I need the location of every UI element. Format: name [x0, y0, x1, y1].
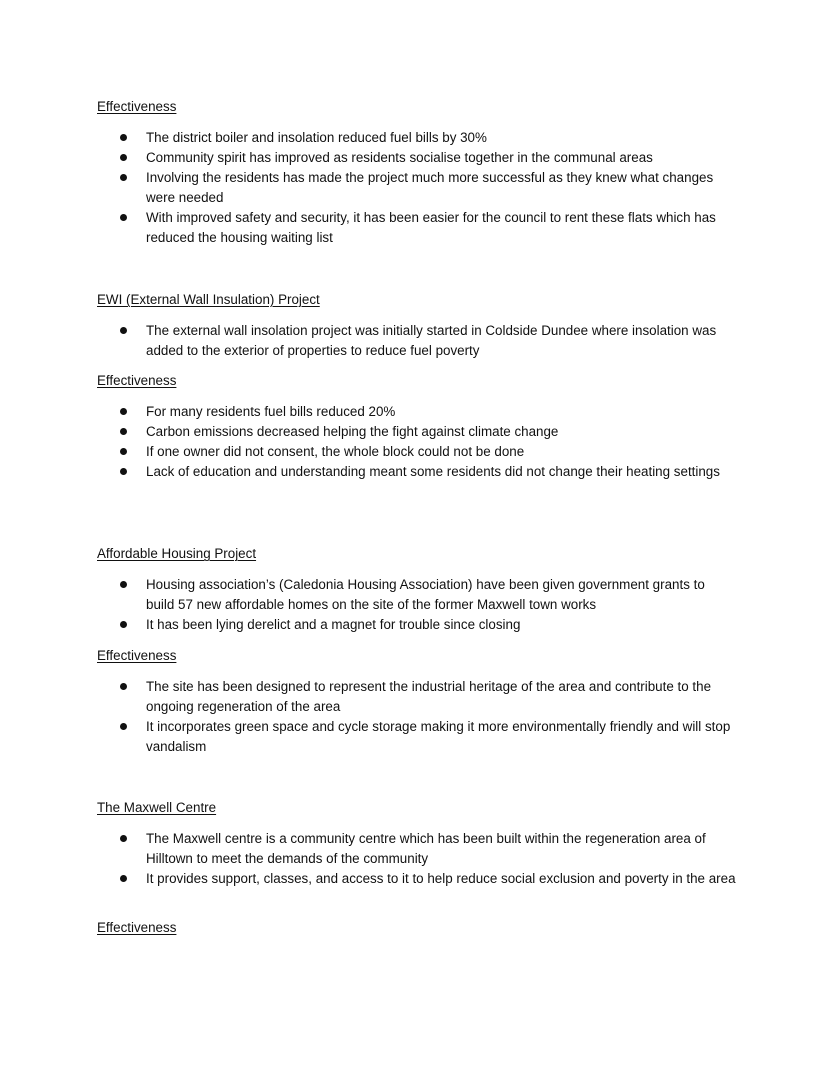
bullet-icon	[120, 408, 127, 415]
bullet-icon	[120, 448, 127, 455]
bullet-icon	[120, 875, 127, 882]
bullet-icon	[120, 683, 127, 690]
bullet-list	[0, 829, 736, 889]
list-item: If one owner did not consent, the whole block could not be done	[0, 442, 736, 462]
bullet-list	[0, 321, 736, 361]
bullet-icon	[120, 154, 127, 161]
list-item: Housing association’s (Caledonia Housing Association) have been given government grants to build 57 new affordable homes on the site of the former Maxwell town works	[0, 575, 736, 615]
list-item: It has been lying derelict and a magnet for trouble since closing	[0, 615, 736, 635]
list-item: The district boiler and insolation reduced fuel bills by 30%	[0, 128, 736, 148]
list-item: For many residents fuel bills reduced 20%	[0, 402, 736, 422]
bullet-list	[0, 128, 736, 248]
bullet-icon	[120, 214, 127, 221]
bullet-icon	[120, 621, 127, 628]
list-item: Involving the residents has made the project much more successful as they knew what changes were needed	[0, 168, 736, 208]
section-heading-effectiveness: Effectiveness	[97, 99, 177, 114]
section-heading-effectiveness: Effectiveness	[97, 648, 177, 663]
section-heading-affordable-housing: Affordable Housing Project	[97, 546, 257, 561]
bullet-list	[0, 402, 736, 482]
bullet-icon	[120, 428, 127, 435]
bullet-icon	[120, 723, 127, 730]
bullet-list	[0, 677, 736, 757]
list-item: The Maxwell centre is a community centre which has been built within the regeneration area of Hilltown to meet the demands of the community	[0, 829, 736, 869]
list-item: Carbon emissions decreased helping the fight against climate change	[0, 422, 736, 442]
bullet-icon	[120, 835, 127, 842]
list-item: It incorporates green space and cycle storage making it more environmentally friendly and will stop vandalism	[0, 717, 736, 757]
section-heading-effectiveness: Effectiveness	[97, 920, 177, 935]
section-heading-ewi-project: EWI (External Wall Insulation) Project	[97, 292, 320, 307]
bullet-icon	[120, 468, 127, 475]
list-item: Community spirit has improved as residents socialise together in the communal areas	[0, 148, 736, 168]
bullet-icon	[120, 174, 127, 181]
list-item: The external wall insolation project was initially started in Coldside Dundee where insolation was added to the exterior of properties to reduce fuel poverty	[0, 321, 736, 361]
bullet-icon	[120, 327, 127, 334]
bullet-icon	[120, 581, 127, 588]
list-item: The site has been designed to represent the industrial heritage of the area and contribute to the ongoing regeneration of the area	[0, 677, 736, 717]
list-item: It provides support, classes, and access to it to help reduce social exclusion and poverty in the area	[0, 869, 736, 889]
section-heading-effectiveness: Effectiveness	[97, 373, 177, 388]
bullet-list	[0, 575, 736, 635]
list-item: Lack of education and understanding meant some residents did not change their heating settings	[0, 462, 736, 482]
section-heading-maxwell-centre: The Maxwell Centre	[97, 800, 217, 815]
list-item: With improved safety and security, it has been easier for the council to rent these flats which has reduced the housing waiting list	[0, 208, 736, 248]
bullet-icon	[120, 134, 127, 141]
